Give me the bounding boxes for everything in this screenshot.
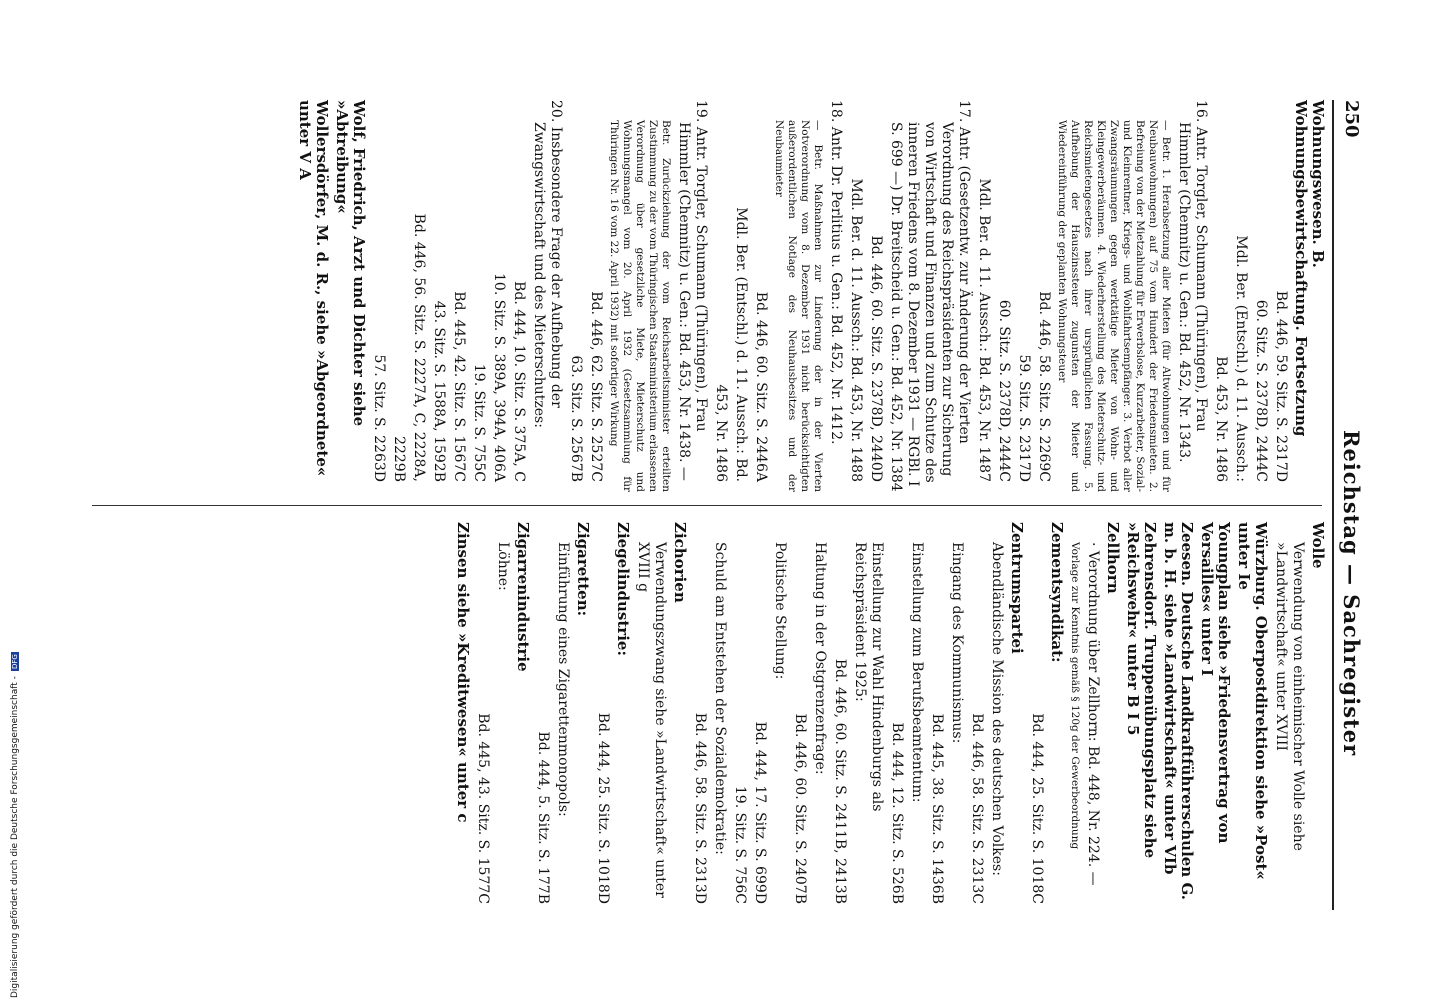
- right-entry-refs: Bd. 444, 25. Sitz. S. 1018D: [595, 712, 611, 904]
- left-entry-refs: 57. Sitz. S. 2263D: [371, 354, 387, 482]
- right-entry-ind: Haltung in der Ostgrenzenfrage:: [812, 542, 828, 775]
- left-entry-refs: 60. Sitz. S. 2378D, 2444C: [996, 299, 1012, 482]
- left-entry-small: Betr. Zurückziehung der vom Reichsarbeitsminister erteilten Zustimmung zu der vom Thüringischen Staatsministerium erlassenen Verordnung über gesetzliche Miete, Mieterschutz und Wohnungsmangel vom 20. April 1932 (Gesetzsammlung für Thüringen Nr. 16 vom 22. April 1932) mit sofortiger Wirkung: [608, 120, 672, 492]
- left-entry-refs: 19. Sitz. S. 755C: [471, 363, 487, 482]
- left-entry-refs: Bd. 446, 59. Sitz. S. 2317D: [1273, 290, 1289, 482]
- right-entry-refs: Bd. 446, 58. Sitz. S. 2313C: [969, 713, 985, 904]
- right-entry-refs: 19. Sitz. S. 756C: [732, 785, 748, 904]
- left-entry-refs: Bd. 446, 56. Sitz. S. 2227A, C, 2228A,: [411, 213, 427, 482]
- side-note: Digitalisierung gefördert durch die Deutsche Forschungsgemeinschaft -: [10, 676, 20, 998]
- column-divider: [92, 505, 1322, 506]
- right-entry-refs: Bd. 444, 25. Sitz. S. 1018C: [1029, 713, 1045, 904]
- left-entry-hang: 17. Antr. (Gesetzentw. zur Änderung der Vierten Verordnung des Reichspräsidenten zur Sicherung von Wirtschaft und Finanzen und zum Schutze des inneren Friedens vom 8. Dezember 1931 — RGBl. I S. 699 —) Dr. Breitscheid u. Gen.: Bd. 452, Nr. 1384: [888, 100, 972, 492]
- left-entry-refs: 59. Sitz. S. 2317D: [1016, 354, 1032, 482]
- left-entry-head: Wohnungswesen. B. Wohnungsbewirtschaftung. Fortsetzung: [1292, 100, 1327, 437]
- left-entry-hang: 19. Antr. Torgler, Schumann (Thüringen), Frau Himmler (Chemnitz) u. Gen.: Bd. 453, Nr. 1438. —: [676, 100, 709, 481]
- left-entry-head: Wollersdörfer, M. d. R., siehe »Abgeordnete« unter V A: [296, 100, 331, 477]
- left-entry-refs: Mdl. Ber. d. 11. Aussch.: Bd. 453, Nr. 1487: [976, 178, 992, 482]
- left-entry-head: Wolf, Friedrich, Arzt und Dichter siehe »Abtreibung«: [333, 100, 368, 427]
- right-entry-head: Zellhorn: [1104, 522, 1122, 594]
- right-entry-ind: Einstellung zum Berufsbeamtentum:: [909, 542, 925, 803]
- right-entry-ind: Eingang des Kommunismus:: [949, 542, 965, 744]
- left-entry-hang: 18. Antr. Dr. Perlitius u. Gen.: Bd. 452, Nr. 1412.: [828, 100, 844, 445]
- right-entry-head: Zehrensdorf. Truppenübungsplatz siehe »Reichswehr« unter B I 5: [1124, 522, 1159, 859]
- right-entry-ind: Einstellung zur Wahl Hindenburgs als Reichspräsident 1925:: [852, 542, 885, 812]
- right-entry-head: Zinsen siehe »Kreditwesen« unter c: [454, 522, 472, 823]
- right-entry-head: Zeesen. Deutsche Landkraftführerschulen G. m. b. H. siehe »Landwirtschaft« unter VIb: [1161, 522, 1196, 900]
- right-entry-refs: Bd. 445, 43. Sitz. S. 1577C: [475, 713, 491, 904]
- left-entry-refs: Mdl. Ber. (Entschl.) d. 11. Aussch.:: [1233, 235, 1249, 482]
- right-entry-refs: Bd. 445, 38. Sitz. S. 1436B: [929, 713, 945, 904]
- right-entry-ind: Schuld am Entstehen der Sozialdemokratie:: [712, 542, 728, 855]
- right-column: [451, 522, 1326, 914]
- left-entry-refs: Bd. 446, 60. Sitz. S. 2378D, 2440D: [868, 235, 884, 482]
- right-entry-refs: Bd. 444, 17. Sitz. S. 699D: [752, 721, 768, 904]
- right-entry-refs: Bd. 444, 5. Sitz. S. 177B: [535, 731, 551, 904]
- left-entry-refs: Bd. 446, 58. Sitz. S. 2269C: [1036, 291, 1052, 482]
- right-entry-refs: Bd. 444, 12. Sitz. S. 526B: [889, 722, 905, 904]
- left-column: [293, 100, 1326, 492]
- right-entry-head: Zigarrenindustrie: [514, 522, 532, 672]
- right-entry-head: Ziegelindustrie:: [614, 522, 632, 656]
- left-entry-refs: 10. Sitz. S. 389A, 394A, 406A: [491, 273, 507, 482]
- right-entry-refs: Bd. 446, 60. Sitz. S. 2411B, 2413B: [832, 658, 848, 904]
- left-entry-small: — Betr. 1. Herabsetzung aller Mieten (für Altwohnungen und für Neubauwohnungen) auf 75 vom Hundert der Friedensmieten. 2. Befreiung von der Mietzahlung für Erwerbslose, Kurzarbeiter, Sozial- und Kleinrentner, Kriegs- und Wohlfahrtsempfänger. 3. Verbot aller Zwangsräumungen gegen werktätige Mieter von Wohn- und Kleingewerberäumen. 4. Wiederherstellung des Mieterschutz- und Reichsmietengesetzes nach ihrer ursprünglichen Fassung. 5. Aufhebung der Hauszinssteuer zugunsten der Mieter und Wiedereinführung der geplanten Wohnungsteuer: [1056, 120, 1172, 492]
- left-entry-hang: 16. Antr. Torgler, Schumann (Thüringen), Frau Himmler (Chemnitz) u. Gen.: Bd. 452, Nr. 1343.: [1176, 100, 1209, 463]
- right-entry-ind: Verwendung von einheimischer Wolle siehe »Landwirtschaft« unter XVIII: [1273, 542, 1306, 851]
- right-entry-head: Würzburg. Oberpostdirektion siehe »Post« unter Ie: [1235, 522, 1270, 880]
- right-entry-head: Zichorien: [671, 522, 689, 603]
- dfg-badge: DFG: [11, 654, 19, 670]
- right-entry-head: Wolle: [1309, 522, 1327, 569]
- right-entry-head: Zigaretten:: [574, 522, 592, 617]
- left-entry-hang: 20. Insbesondere Frage der Aufhebung der Zwangswirtschaft und des Mieterschutzes:: [531, 100, 564, 428]
- left-entry-refs: Bd. 446, 60. Sitz. S. 2446A: [753, 291, 769, 482]
- left-entry-refs: 60. Sitz. S. 2378D, 2444C: [1253, 299, 1269, 482]
- left-entry-refs: 63. Sitz. S. 2567B: [568, 355, 584, 482]
- right-entry-head: Zementsyndikat:: [1048, 522, 1066, 663]
- left-entry-refs: Mdl. Ber. d. 11. Aussch.: Bd. 453, Nr. 1488: [848, 178, 864, 482]
- page-title: Reichstag — Sachregister: [1339, 430, 1364, 757]
- left-entry-refs: Bd. 453, Nr. 1486: [1213, 356, 1229, 482]
- page-header: [1332, 100, 1364, 910]
- left-entry-refs: Mdl. Ber. (Entschl.) d. 11. Aussch.: Bd.: [733, 207, 749, 482]
- right-entry-ind: Einführung eines Zigarettenmonopols:: [555, 542, 571, 817]
- left-entry-refs: 453, Nr. 1486: [713, 384, 729, 482]
- left-entry-small: — Betr. Maßnahmen zur Linderung der in der Vierten Notverordnung vom 8. Dezember 1931 nicht berücksichtigten außerordentlichen Notlage des Neuhausbesitzes und der Neubaumieter: [773, 120, 824, 492]
- left-entry-refs: Bd. 445, 42. Sitz. S. 1567C: [451, 291, 467, 482]
- right-entry-ind: Politische Stellung:: [772, 542, 788, 680]
- left-entry-refs: Bd. 446, 62. Sitz. S. 2527C: [588, 291, 604, 482]
- right-entry-refs: Bd. 446, 58. Sitz. S. 2313D: [692, 712, 708, 904]
- right-entry-refs: Bd. 446, 60. Sitz. S. 2407B: [792, 713, 808, 904]
- right-entry-ind: · Verordnung über Zellhorn: Bd. 448, Nr. 224. —: [1085, 542, 1101, 886]
- right-entry-ind: Verwendungszwang siehe »Landwirtschaft« unter XVIII g: [635, 542, 668, 898]
- left-entry-refs: 2229B: [391, 436, 407, 482]
- right-entry-head: Zentrumspartei: [1008, 522, 1026, 654]
- page-number: 250: [1341, 100, 1362, 138]
- right-entry-ind: Löhne:: [495, 542, 511, 591]
- right-entry-ind: Abendländische Mission des deutschen Volkes:: [989, 542, 1005, 876]
- right-entry-small: Vorlage zur Kenntnis gemäß § 120g der Gewerbeordnung: [1069, 542, 1081, 850]
- right-entry-head: Youngplan siehe »Friedensvertrag von Versailles« unter I: [1198, 522, 1233, 844]
- left-entry-refs: Bd. 444, 10. Sitz. S. 375A, C: [511, 281, 527, 482]
- left-entry-refs: 43. Sitz. S. 1588A, 1592B: [431, 300, 447, 482]
- side-note-holder: [2, 0, 20, 998]
